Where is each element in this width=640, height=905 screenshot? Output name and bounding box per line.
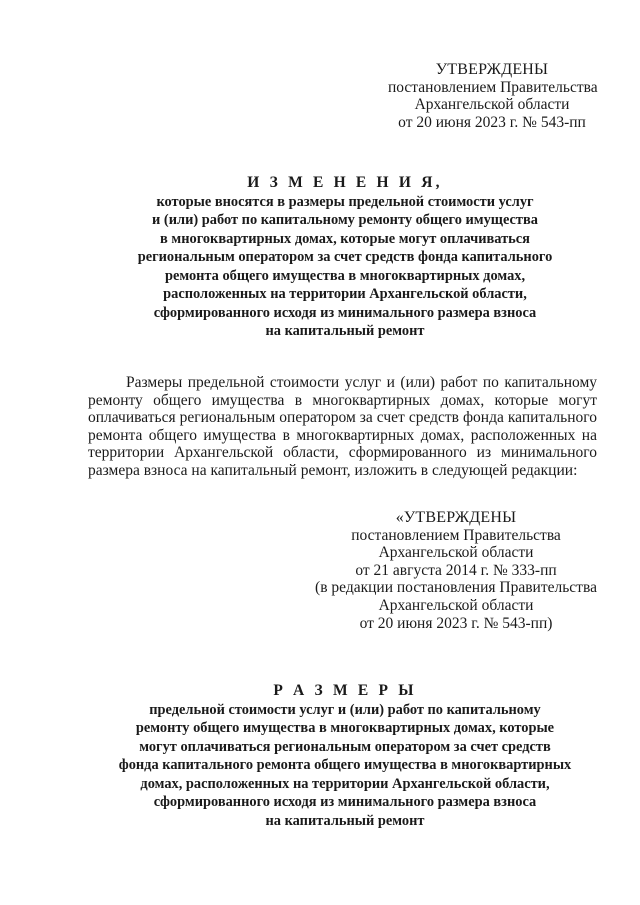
changes-heading: И З М Е Н Е Н И Я, [247,174,443,191]
approval-stamp [388,61,596,131]
quoted-approval-date-line: от 21 августа 2014 г. № 333-пп [355,561,557,579]
body-line: ремонту общего имущества в многоквартирных домах, которые могут [88,391,597,409]
changes-title-line: региональным оператором за счет средств фонда капитального [137,249,553,265]
sizes-title-line: на капитальный ремонт [265,812,425,829]
sizes-title-line: могут оплачиваться региональным оператором за счет средств [139,738,551,755]
sizes-title-line: домах, расположенных на территории Архангельской области, [140,775,550,792]
sizes-title [90,682,600,830]
quoted-approval-heading: «УТВЕРЖДЕНЫ [395,509,517,526]
body-line: Размеры предельной стоимости услуг и (или) работ по капитальному [126,374,597,391]
changes-title-line: ремонта общего имущества в многоквартирных домах, [164,267,526,284]
body-line: размера взноса на капитальный ремонт, изложить в следующей редакции: [88,461,578,479]
approval-line: Архангельской области [414,96,570,114]
quoted-approval-line: Архангельской области [378,544,534,562]
sizes-title-line: фонда капитального ремонта общего имущества в многоквартирных [118,757,572,773]
sizes-title-line: предельной стоимости услуг и (или) работ по капитальному [149,701,541,718]
quoted-approval-stamp [305,509,607,632]
sizes-title-line: ремонту общего имущества в многоквартирных домах, которые [135,720,555,736]
changes-title-line: на капитальный ремонт [265,323,425,339]
approval-line: постановлением Правительства [388,78,598,96]
quoted-approval-line: (в редакции постановления Правительства [315,579,597,597]
body-line: оплачиваться региональным оператором за счет средств фонда капитального [88,409,597,427]
body-line: территории Архангельской области, сформированного из минимального [88,444,597,462]
changes-title-line: которые вносятся в размеры предельной стоимости услуг [156,193,534,210]
approval-date-line: от 20 июня 2023 г. № 543-пп [398,113,586,131]
changes-title-line: сформированного исходя из минимального размера взноса [153,304,537,321]
quoted-approval-date-line: от 20 июня 2023 г. № 543-пп) [359,614,553,632]
changes-title-line: и (или) работ по капитальному ремонту общего имущества [152,212,538,228]
approval-heading: УТВЕРЖДЕНЫ [435,61,549,78]
changes-title [90,174,600,341]
quoted-approval-line: постановлением Правительства [351,526,561,544]
changes-title-line: в многоквартирных домах, которые могут оплачиваться [160,230,530,247]
sizes-title-line: сформированного исходя из минимального размера взноса [153,794,537,810]
quoted-approval-line: Архангельской области [378,596,534,614]
sizes-heading: Р А З М Е Р Ы [273,682,417,699]
body-paragraph [88,374,597,480]
body-line: ремонта общего имущества в многоквартирных домах, расположенных на [88,426,597,444]
changes-title-line: расположенных на территории Архангельской области, [163,286,527,302]
